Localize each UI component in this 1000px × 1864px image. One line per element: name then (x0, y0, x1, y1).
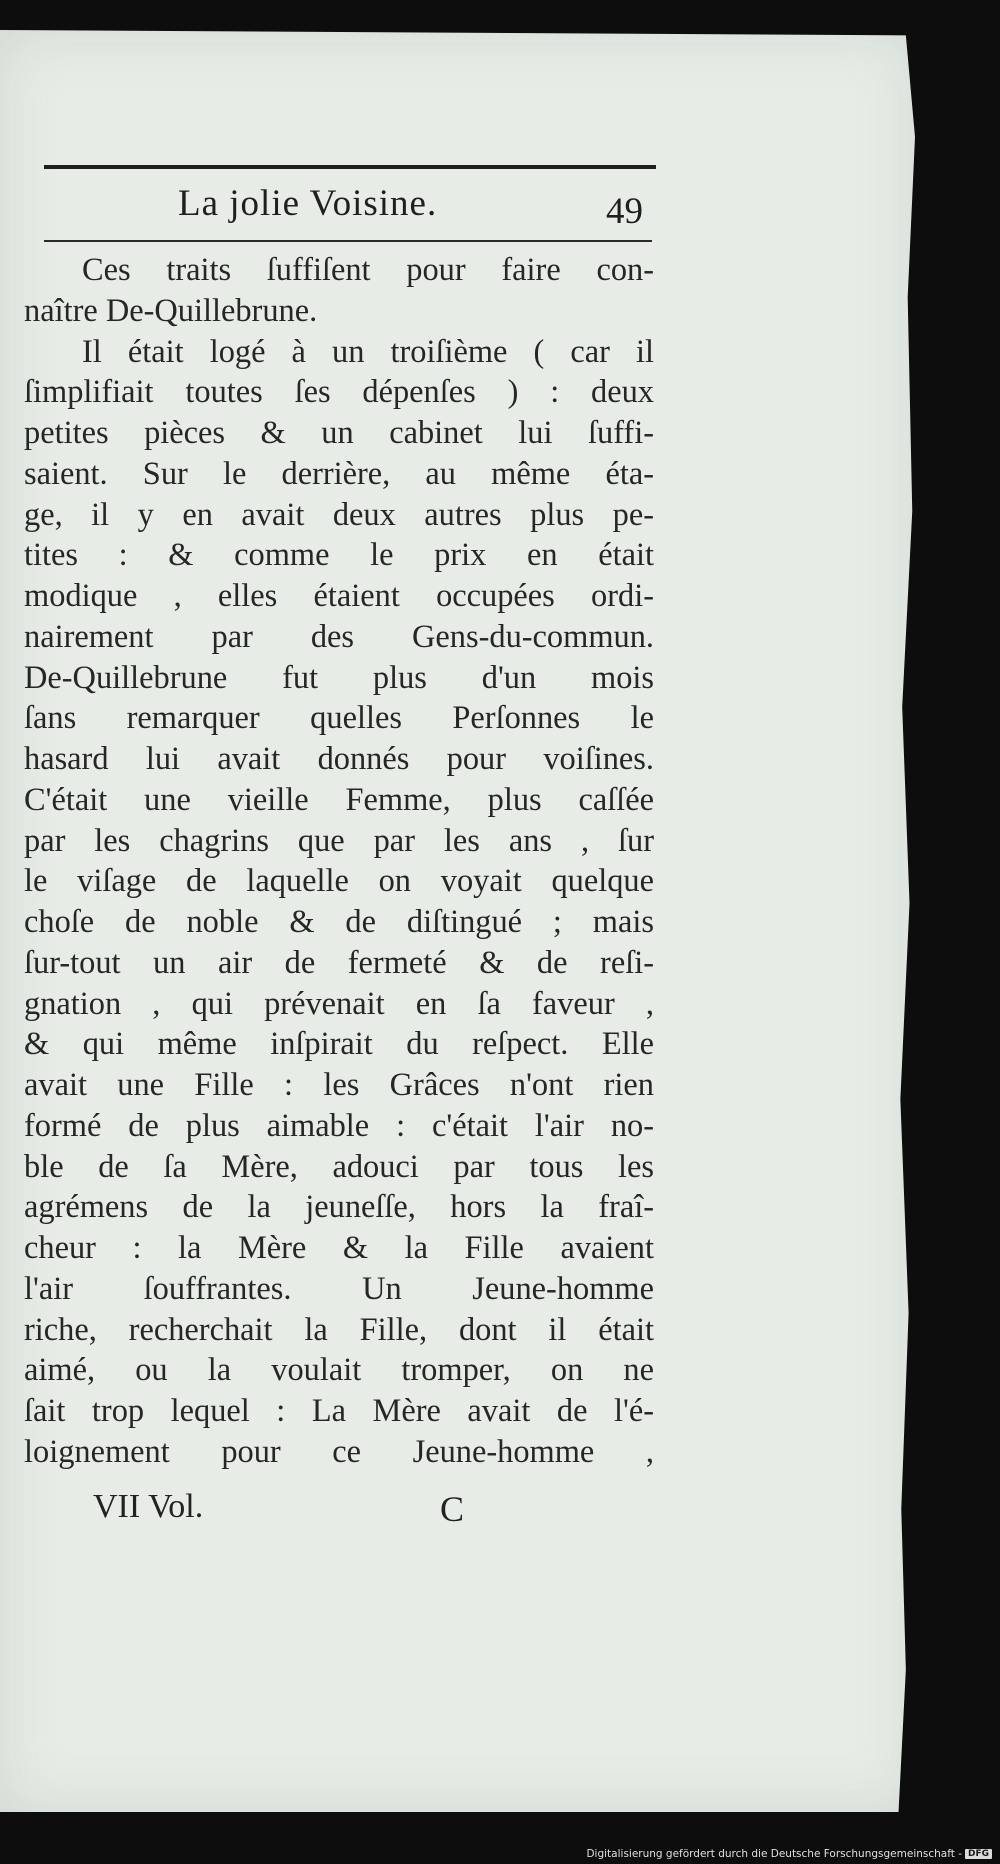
text-line: ble de ſa Mère, adouci par tous les (24, 1148, 654, 1185)
header-underline (44, 240, 652, 242)
text-line: De-Quillebrune fut plus d'un mois (24, 659, 654, 696)
header-rule (44, 165, 656, 169)
dfg-logo-icon: DFG (965, 1849, 992, 1859)
gathering-mark: C (440, 1489, 465, 1529)
digitization-credit (586, 1848, 992, 1860)
text-line: cheur : la Mère & la Fille avaient (24, 1230, 654, 1266)
text-line: & qui même inſpirait du reſpect. Elle (24, 1026, 654, 1063)
text-line: naître De-Quillebrune. (24, 292, 318, 329)
text-line: nairement par des Gens-du-commun. (24, 618, 654, 655)
text-line: Il était logé à un troiſième ( car il (82, 333, 654, 370)
text-line: modique , elles étaient occupées ordi- (24, 578, 654, 614)
page-number: 49 (606, 191, 643, 232)
text-line: formé de plus aimable : c'était l'air no- (24, 1107, 654, 1144)
text-line: ſans remarquer quelles Perſonnes le (24, 700, 654, 737)
volume-signature: VII Vol. (93, 1488, 204, 1525)
text-line: Ces traits ſuffiſent pour faire con- (82, 252, 654, 288)
text-line: saient. Sur le derrière, au même éta- (24, 455, 654, 492)
text-line: C'était une vieille Femme, plus caſſée (24, 781, 654, 818)
text-line: ge, il y en avait deux autres plus pe- (24, 496, 654, 533)
text-line: choſe de noble & de diſtingué ; mais (24, 904, 654, 940)
text-line: ſait trop lequel : La Mère avait de l'é- (24, 1393, 654, 1429)
text-line: hasard lui avait donnés pour voiſines. (24, 741, 654, 777)
body-text (24, 250, 654, 1473)
text-line: par les chagrins que par les ans , ſur (24, 822, 654, 859)
credit-text: Digitalisierung gefördert durch die Deutsche Forschungsgemeinschaft - (586, 1848, 962, 1860)
text-line: ſur-tout un air de fermeté & de reſi- (24, 944, 654, 981)
running-title: La jolie Voisine. (178, 183, 438, 224)
text-line: riche, recherchait la Fille, dont il était (24, 1311, 654, 1348)
text-line: le viſage de laquelle on voyait quelque (24, 863, 654, 900)
text-line: agrémens de la jeuneſſe, hors la fraî- (24, 1189, 654, 1226)
text-line: l'air ſouffrantes. Un Jeune-homme (24, 1270, 654, 1307)
text-line: tites : & comme le prix en était (24, 537, 654, 574)
text-line: ſimplifiait toutes ſes dépenſes ) : deux (24, 374, 654, 411)
text-line: aimé, ou la voulait tromper, on ne (24, 1352, 654, 1389)
text-line: loignement pour ce Jeune-homme , (24, 1433, 654, 1470)
text-line: avait une Fille : les Grâces n'ont rien (24, 1067, 654, 1103)
text-line: gnation , qui prévenait en ſa faveur , (24, 985, 654, 1022)
text-line: petites pièces & un cabinet lui ſuffi- (24, 415, 654, 451)
